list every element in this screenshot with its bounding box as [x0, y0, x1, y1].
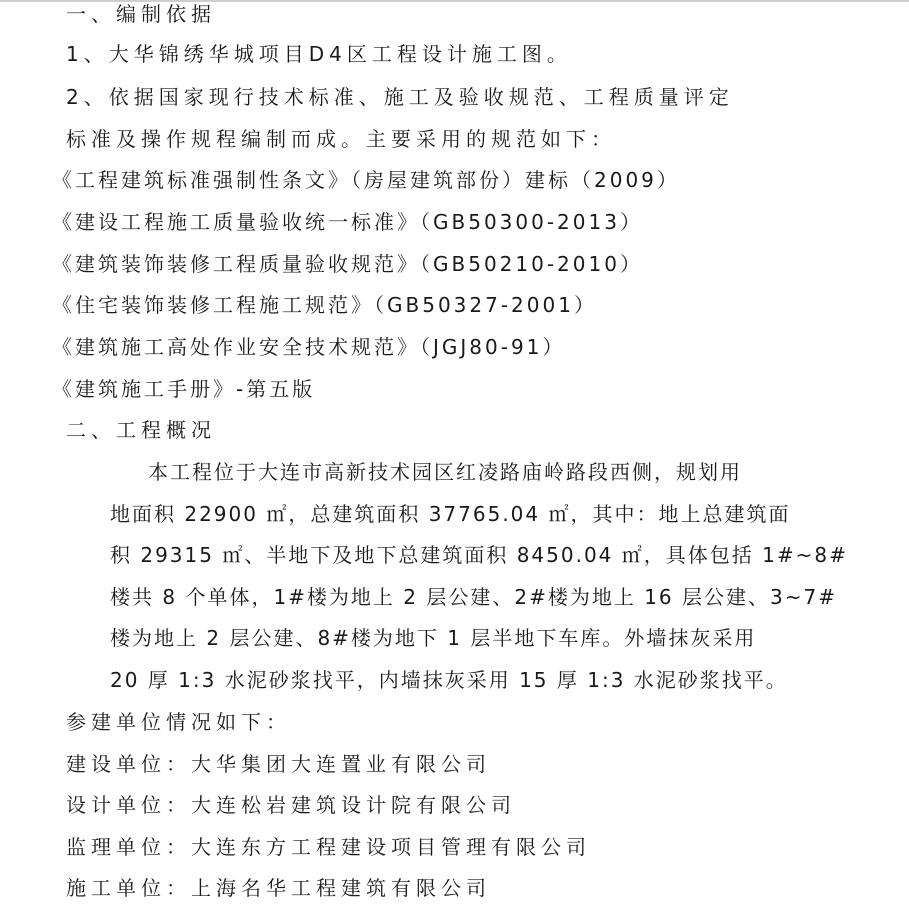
overview-line: 楼共 8 个单体，1#楼为地上 2 层公建、2#楼为地上 16 层公建、3~7# [110, 585, 837, 609]
section1-heading: 一、编制依据 [66, 2, 216, 26]
basis-item-2-line-2: 标准及操作规程编制而成。主要采用的规范如下： [66, 127, 616, 151]
participant-item: 监理单位：大连东方工程建设项目管理有限公司 [66, 835, 591, 859]
standard-item: 《住宅装饰装修工程施工规范》（GB50327-2001） [52, 293, 597, 317]
standard-item: 《建筑施工手册》-第五版 [52, 377, 316, 401]
overview-line: 地面积 22900 ㎡，总建筑面积 37765.04 ㎡，其中：地上总建筑面 [110, 502, 791, 526]
standard-item: 《工程建筑标准强制性条文》（房屋建筑部份）建标（2009） [52, 168, 680, 192]
participant-item: 施工单位：上海名华工程建筑有限公司 [66, 876, 491, 900]
standard-item: 《建筑装饰装修工程质量验收规范》（GB50210-2010） [52, 252, 643, 276]
section2-heading: 二、工程概况 [66, 418, 216, 442]
overview-line: 积 29315 ㎡、半地下及地下总建筑面积 8450.04 ㎡，具体包括 1#~8# [110, 543, 848, 567]
basis-item-2-line-1: 2、依据国家现行技术标准、施工及验收规范、工程质量评定 [66, 85, 734, 109]
standard-item: 《建设工程施工质量验收统一标准》（GB50300-2013） [52, 210, 643, 234]
overview-line: 20 厚 1:3 水泥砂浆找平，内墙抹灰采用 15 厚 1:3 水泥砂浆找平。 [110, 668, 788, 692]
overview-line: 本工程位于大连市高新技术园区红凌路庙岭路段西侧，规划用 [148, 460, 742, 484]
participant-item: 建设单位：大华集团大连置业有限公司 [66, 752, 491, 776]
standard-item: 《建筑施工高处作业安全技术规范》（JGJ80-91） [52, 335, 566, 359]
basis-item-1: 1、大华锦绣华城项目D4区工程设计施工图。 [66, 42, 572, 66]
overview-line: 楼为地上 2 层公建、8#楼为地下 1 层半地下车库。外墙抹灰采用 [110, 626, 757, 650]
participants-heading: 参建单位情况如下： [66, 710, 291, 734]
participant-item: 设计单位：大连松岩建筑设计院有限公司 [66, 793, 516, 817]
